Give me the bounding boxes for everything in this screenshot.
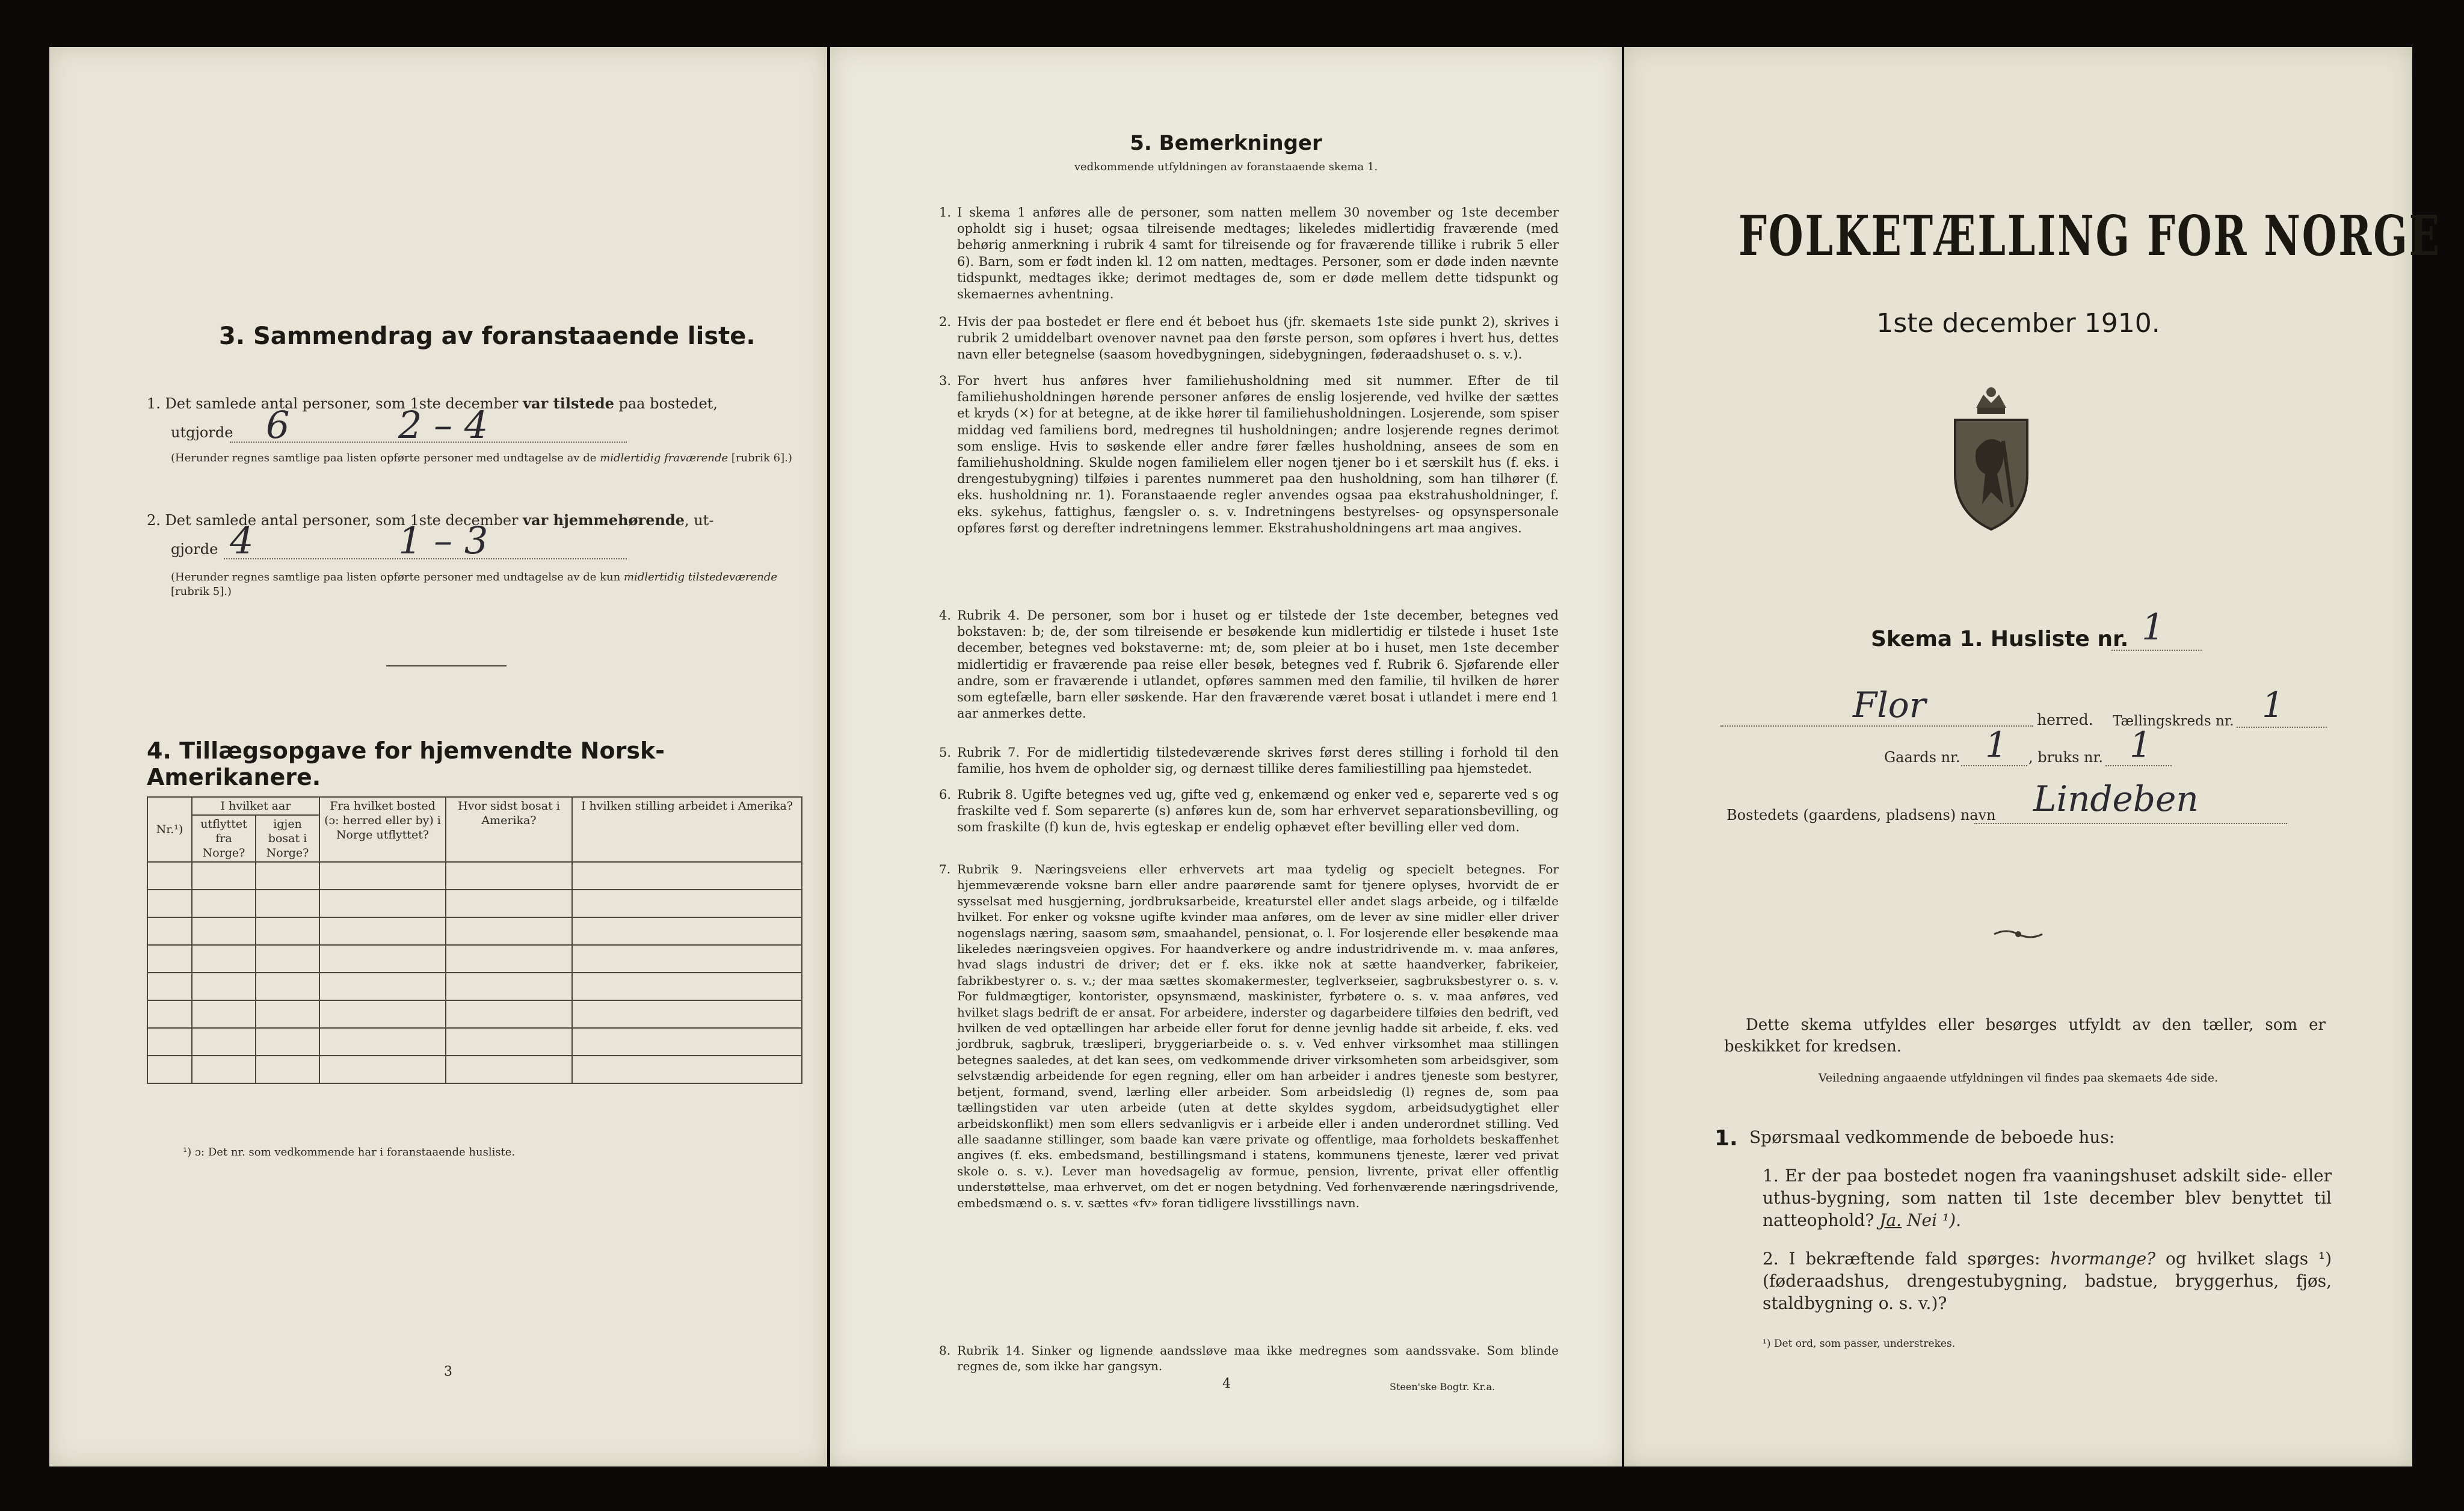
table-footnote: ¹) ɔ: Det nr. som vedkommende har i foranstaaende husliste. <box>183 1146 516 1159</box>
section-3-title: 3. Sammendrag av foranstaaende liste. <box>219 322 756 350</box>
section-5-subtitle: vedkommende utfyldningen av foranstaaende skema 1. <box>1074 161 1378 173</box>
table-row <box>147 973 802 1000</box>
gaards-handwritten: 1 <box>1985 724 2007 765</box>
schema-label: Skema 1. Husliste nr. <box>1871 627 2129 651</box>
remark-item: 4. Rubrik 4. De personer, som bor i huset og er tilstede der 1ste december, betegnes ved bokstaven: b; de, der som tilreisende er besøkende kun midlertidig er tilstede i huset 1ste december, betegnes ved bokstaverne: mt; de, som pleier at bo i huset, men 1ste december midlertidig er fraværende paa reise eller besøk, betegnes ved f. Rubrik 6. Sjøfarende eller andre, som er fraværende i utlandet, opføres sammen med den familie, til hvilken de hører som egtefælle, barn eller søskende. Har den fraværende været bosat i utlandet i mere end 1 aar anmerkes dette. <box>939 608 1559 721</box>
remark-item: 6. Rubrik 8. Ugifte betegnes ved ug, gifte ved g, enkemænd og enker ved e, separerte ved s og fraskilte ved f. Som separerte (s) anføres kun de, som har erhvervet separationsbevilling, og som fraskilte (f) kun de, hvis egteskap er endelig ophævet efter bevilling eller ved dom. <box>939 787 1559 835</box>
remark-item: 7. Rubrik 9. Næringsveiens eller erhvervets art maa tydelig og specielt betegnes. For hjemmeværende voksne barn eller andre paarørende samt for tjenere oplyses, hvorvidt de er sysselsat med husgjerning, jordbruksarbeide, kreaturstel eller andet slags arbeide, og i tilfælde hvilket. For enker og voksne ugifte kvinder maa anføres, om de lever av sine midler eller driver nogenslags næring, saasom søm, smaahandel, pensionat, o. l. For losjerende eller besøkende maa likeledes næringsveien opgives. For haandverkere og andre industridrivende m. v. maa anføres, hvad slags industri de driver; det er f. eks. ikke nok at sætte haandverker, fabrikeier, fabrikbestyrer o. s. v.; der maa sættes skomakermester, teglverkseier, sagbruksbestyrer o. s. v. For fuldmægtiger, kontorister, opsynsmænd, maskinister, fyrbøtere o. s. v. maa anføres, ved hvilket slags bedrift de er ansat. For arbeidere, inderster og dagarbeidere tilføies den bedrift, ved hvilken de ved optællingen har arbeide eller forut for denne jevnlig hadde sit arbeide, f. eks. ved jordbruk, sagbruk, træsliperi, bryggeriarbeide o. s. v. Ved enhver virksomhet maa stillingen betegnes saaledes, at det kan sees, om vedkommende driver virksomheten som arbeidsgiver, som selvstændig arbeidende for egen regning, eller om han arbeider i andres tjeneste som bestyrer, betjent, formand, svend, lærling eller arbeider. Som arbeidsledig (l) regnes de, som paa tællingstiden var uten arbeide (uten at dette skyldes sygdom, arbeidsudygtighet eller arbeidskonflikt) men som ellers sedvanligvis er i arbeide eller i anden underordnet stilling. Ved alle saadanne stillinger, som baade kan være private og offentlige, maa forholdets beskaffenhet angives (f. eks. embedsmand, bestillingsmand i statens, kommunens tjeneste, lærer ved privat skole o. s. v.). Lever man hovedsagelig av formue, pension, livrente, privat eller offentlig understøttelse, maa erhvervet, om det er nogen betydning. Ved forhenværende næringsdrivende, embedsmænd o. s. v. sættes «fv» foran tidligere livsstillings navn. <box>939 862 1559 1210</box>
col-header-from-where: Fra hvilket bosted (ɔ: herred eller by) i Norge utflyttet? <box>319 797 446 862</box>
gaards-label: Gaards nr. <box>1884 749 1960 766</box>
col-header-last-residence: Hvor sidst bosat i Amerika? <box>446 797 572 862</box>
q1-utgjorde-label: utgjorde <box>171 424 233 441</box>
questions-heading: Spørsmaal vedkommende de beboede hus: <box>1749 1127 2115 1147</box>
right-page <box>1624 47 2442 1466</box>
divider <box>386 665 507 666</box>
q1-note: (Herunder regnes samtlige paa listen opførte personer med undtagelse av de midlertidig fraværende [rubrik 6].) <box>171 452 792 464</box>
left-page <box>49 47 827 1466</box>
document-title: FOLKETÆLLING FOR NORGE <box>1739 203 2442 268</box>
bruks-label: , bruks nr. <box>2028 749 2103 766</box>
col-header-nr: Nr.¹) <box>147 797 192 862</box>
kreds-handwritten: 1 <box>2262 685 2284 725</box>
bruks-handwritten: 1 <box>2130 724 2152 765</box>
remark-item: 3. For hvert hus anføres hver familiehusholdning med sit nummer. Efter de til familiehusholdningen hørende personer anføres de enslig losjerende, ved hvilke der sættes et kryds (×) for at betegne, at de ikke hører til familiehusholdningen. Losjerende, som spiser middag ved familiens bord, medregnes til husholdningen; andre losjerende regnes derimot som enslige. Hvis to søskende eller andre fører fælles husholdning, ansees de som en familiehusholdning. Skulde nogen familielem eller nogen tjener bo i et særskilt hus (f. eks. i drengestubygning) tilføies i parentes nummeret paa den husholdning, som han tilhører (f. eks. husholdning nr. 1). Foranstaaende regler anvendes ogsaa paa ekstrahusholdninger, f. eks. sykehus, fattighus, fængsler o. s. v. Indretningens bestyrelses- og opsynspersonale opføres først og derefter indretningens lemmer. Ekstrahusholdningens art maa angives. <box>939 374 1559 535</box>
intro-text: Dette skema utfyldes eller besørges utfyldt av den tæller, som er beskikket for kredsen. <box>1724 1016 2326 1056</box>
table-row <box>147 945 802 973</box>
bosted-label: Bostedets (gaardens, pladsens) navn <box>1726 807 1996 823</box>
table-row <box>147 862 802 890</box>
q2-utgjorde-label: gjorde <box>171 541 218 558</box>
q1-text: 1. Det samlede antal personer, som 1ste december var tilstede paa bostedet, <box>147 395 718 412</box>
intro-guidance: Veiledning angaaende utfyldningen vil findes paa skemaets 4de side. <box>1818 1071 2219 1085</box>
husliste-number-handwritten: 1 <box>2142 606 2165 648</box>
page-number: 4 <box>1222 1376 1231 1391</box>
col-header-returned: igjen bosat i Norge? <box>256 815 319 862</box>
q1-handwritten-total: 6 <box>266 403 290 447</box>
q2-handwritten-split: 1 – 3 <box>398 519 488 562</box>
q2-handwritten-total: 4 <box>230 519 254 562</box>
col-header-occupation: I hvilken stilling arbeidet i Amerika? <box>572 797 802 862</box>
section-5-title: 5. Bemerkninger <box>1130 131 1322 155</box>
question-2: 2. I bekræftende fald spørges: hvormange? og hvilket slags ¹) (føderaadshus, drengestubygning, badstue, bryggerhus, fjøs, staldbygning o. s. v.)? <box>1763 1249 2332 1313</box>
table-row <box>147 1056 802 1083</box>
section-4-title: 4. Tillægsopgave for hjemvendte Norsk-Amerikanere. <box>147 737 665 790</box>
bosted-handwritten: Lindeben <box>2033 778 2199 819</box>
middle-page <box>830 47 1622 1466</box>
page-number: 3 <box>444 1364 452 1379</box>
questions-number: 1. <box>1714 1126 1738 1151</box>
question-1: 1. Er der paa bostedet nogen fra vaaningshuset adskilt side- eller uthus-bygning, som natten til 1ste december blev benyttet til natteophold? Ja. Nei ¹). <box>1763 1166 2332 1230</box>
census-date: 1ste december 1910. <box>1876 308 2160 339</box>
table-row <box>147 1000 802 1028</box>
remark-item: 1. I skema 1 anføres alle de personer, som natten mellem 30 november og 1ste december opholdt sig i huset; ogsaa tilreisende medtages; likeledes midlertidig fraværende (med behørig anmerkning i rubrik 4 samt for tilreisende og for fraværende tillike i rubrik 5 eller 6). Barn, som er født inden kl. 12 om natten, medtages. Personer, som er døde inden nævnte tidspunkt, medtages ikke; derimot medtages de, som er døde mellem dette tidspunkt og skemaernes avhentning. <box>939 205 1559 302</box>
norsk-amerikanere-table <box>147 796 802 1084</box>
q2-note: (Herunder regnes samtlige paa listen opførte personer med undtagelse av de kun midlertidig tilstedeværende [rubrik 5].) <box>171 571 778 598</box>
remark-item: 5. Rubrik 7. For de midlertidig tilstedeværende skrives først deres stilling i forhold til den familie, hos hvem de opholder sig, og dernæst tillike deres familiestilling paa hjemstedet. <box>939 745 1559 777</box>
q2-text: 2. Det samlede antal personer, som 1ste december var hjemmehørende, ut- <box>147 511 714 529</box>
q1-handwritten-split: 2 – 4 <box>398 403 488 447</box>
table-header-row-1 <box>147 797 802 815</box>
ornament-icon <box>1991 925 2045 943</box>
herred-label: herred. <box>2037 711 2093 728</box>
table-row <box>147 1028 802 1056</box>
remark-item: 8. Rubrik 14. Sinker og lignende aandssløve maa ikke medregnes som aandssvake. Som blinde regnes de, som ikke har gangsyn. <box>939 1343 1559 1374</box>
remark-item: 2. Hvis der paa bostedet er flere end ét beboet hus (jfr. skemaets 1ste side punkt 2), skrives i rubrik 2 umiddelbart ovenover navnet paa den første person, som opføres i hvert hus, dettes navn eller betegnelse (saasom hovedbygningen, sidebygningen, føderaadshuset o. s. v.). <box>939 315 1559 362</box>
col-header-year-group: I hvilket aar <box>192 797 319 815</box>
herred-handwritten: Flor <box>1853 685 1926 725</box>
answer-nei[interactable]: Nei ¹). <box>1907 1210 1961 1230</box>
col-header-emigrated: utflyttet fra Norge? <box>192 815 256 862</box>
answer-ja[interactable]: Ja. <box>1879 1210 1902 1230</box>
table-row <box>147 890 802 917</box>
norway-coat-of-arms-icon <box>1946 384 2036 534</box>
kreds-label: Tællingskreds nr. <box>2113 713 2234 729</box>
table-row <box>147 917 802 945</box>
footnote: ¹) Det ord, som passer, understrekes. <box>1763 1338 1956 1350</box>
printer-credit: Steen'ske Bogtr. Kr.a. <box>1390 1381 1495 1393</box>
